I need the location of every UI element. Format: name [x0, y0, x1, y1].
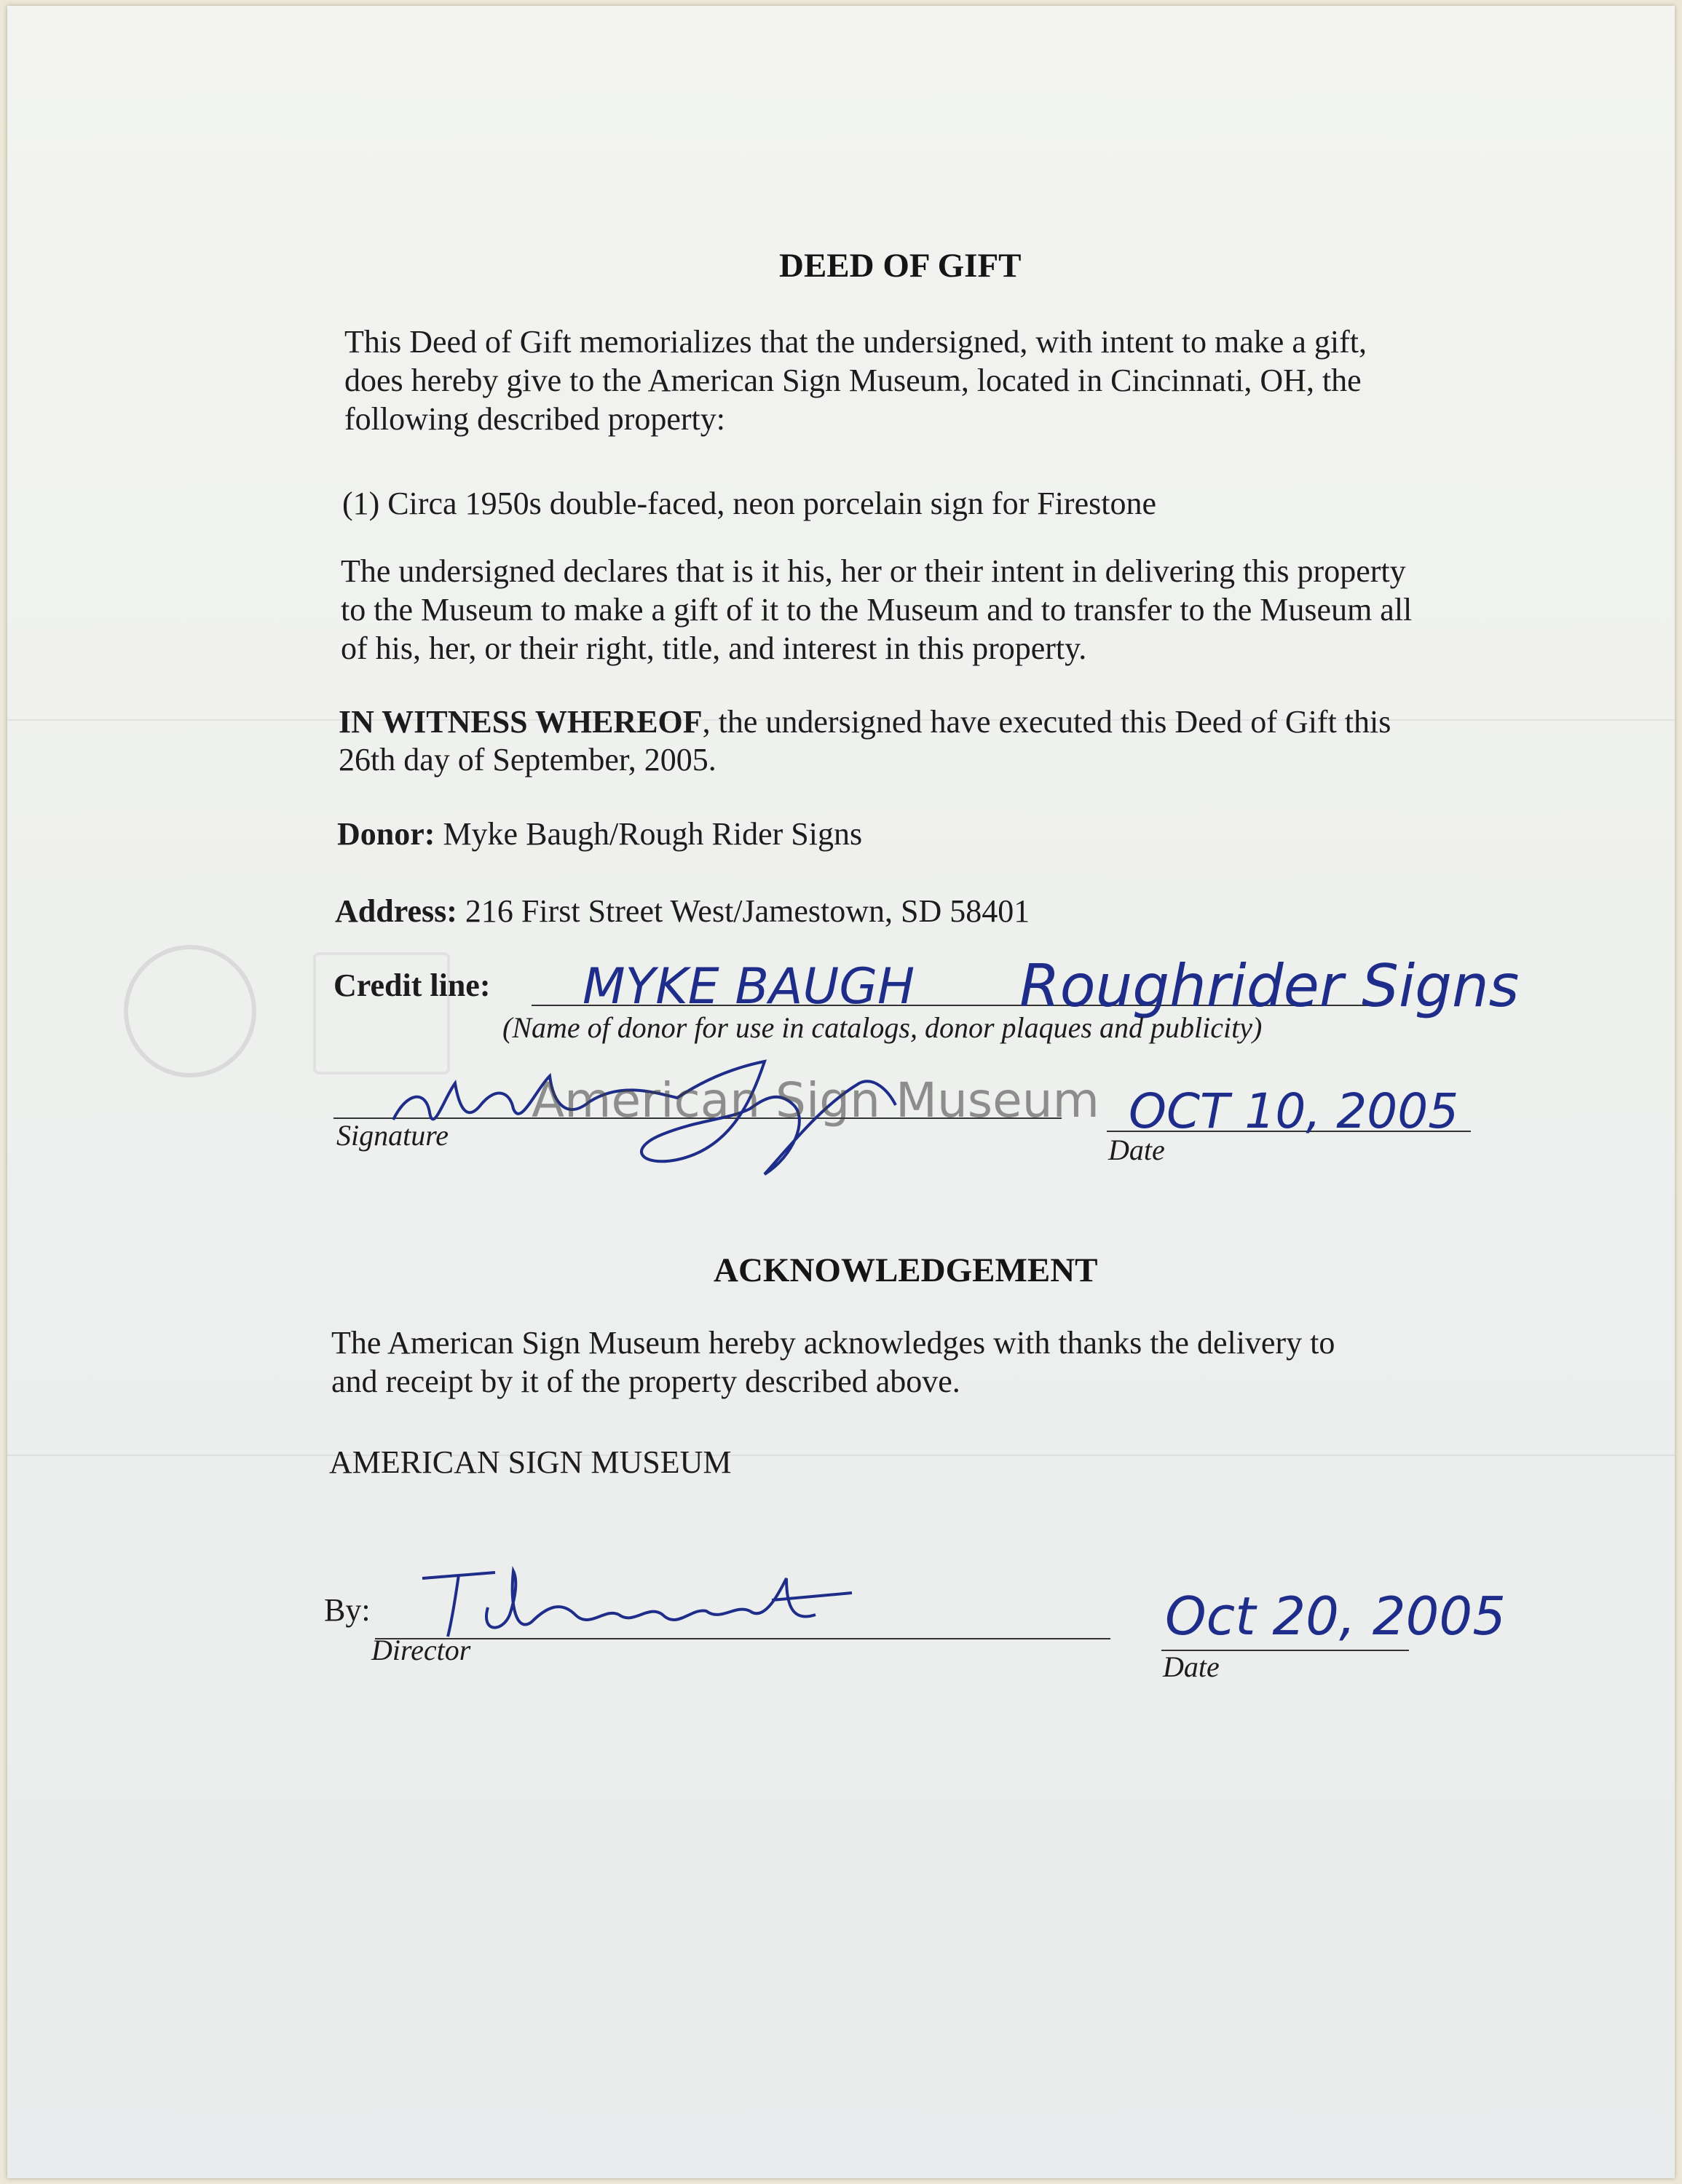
- intro-paragraph: This Deed of Gift memorializes that the undersigned, with intent to make a gift, does hereby give to the American Sign Museum, located in Cincinnati, OH, the following described property:: [344, 324, 1367, 437]
- witness-bold: IN WITNESS WHEREOF: [339, 704, 703, 740]
- director-label: Director: [371, 1634, 471, 1666]
- acknowledgement-title: ACKNOWLEDGEMENT: [714, 1251, 1098, 1289]
- declaration-paragraph: The undersigned declares that is it his, her or their intent in delivering this property to the Museum to make a gift of it to the Museum and to transfer to the Museum all of his, her, or their right, title, and interest in this property.: [341, 553, 1413, 666]
- credit-handwritten-company: Roughrider Signs: [1019, 952, 1520, 1020]
- deed-page: [7, 6, 1675, 2178]
- address-line: [335, 893, 1030, 930]
- signature-date-label: Date: [1108, 1133, 1165, 1166]
- by-label: By:: [324, 1592, 371, 1628]
- property-description: (1) Circa 1950s double-faced, neon porcelain sign for Firestone: [342, 486, 1156, 521]
- paper-fold: [7, 1455, 1675, 1456]
- credit-label: Credit line:: [333, 968, 491, 1003]
- witness-line-1: [339, 703, 1391, 741]
- document-title: DEED OF GIFT: [779, 247, 1022, 285]
- credit-caption: (Name of donor for use in catalogs, donor plaques and publicity): [502, 1011, 1263, 1044]
- credit-handwritten-name: MYKE BAUGH: [583, 958, 915, 1016]
- address-label: Address:: [335, 893, 457, 929]
- address-value: 216 First Street West/Jamestown, SD 58401: [465, 893, 1030, 929]
- organization-name: AMERICAN SIGN MUSEUM: [329, 1444, 732, 1480]
- signature-label: Signature: [336, 1119, 449, 1152]
- witness-text: , the undersigned have executed this Deed of Gift this: [702, 704, 1391, 740]
- watermark-text: American Sign Museum: [532, 1072, 1099, 1128]
- donor-label: Donor:: [337, 816, 435, 852]
- witness-line-2: 26th day of September, 2005.: [339, 742, 716, 778]
- director-date-handwritten: Oct 20, 2005: [1165, 1586, 1506, 1647]
- director-signature: [408, 1564, 859, 1644]
- donor-line: [337, 815, 862, 853]
- donor-value: Myke Baugh/Rough Rider Signs: [443, 816, 863, 852]
- acknowledgement-paragraph: The American Sign Museum hereby acknowledges with thanks the delivery to and receipt by it of the property described above.: [331, 1325, 1335, 1399]
- signature-date-handwritten: OCT 10, 2005: [1129, 1083, 1459, 1139]
- faint-stamp: [124, 945, 256, 1077]
- director-date-label: Date: [1163, 1650, 1220, 1683]
